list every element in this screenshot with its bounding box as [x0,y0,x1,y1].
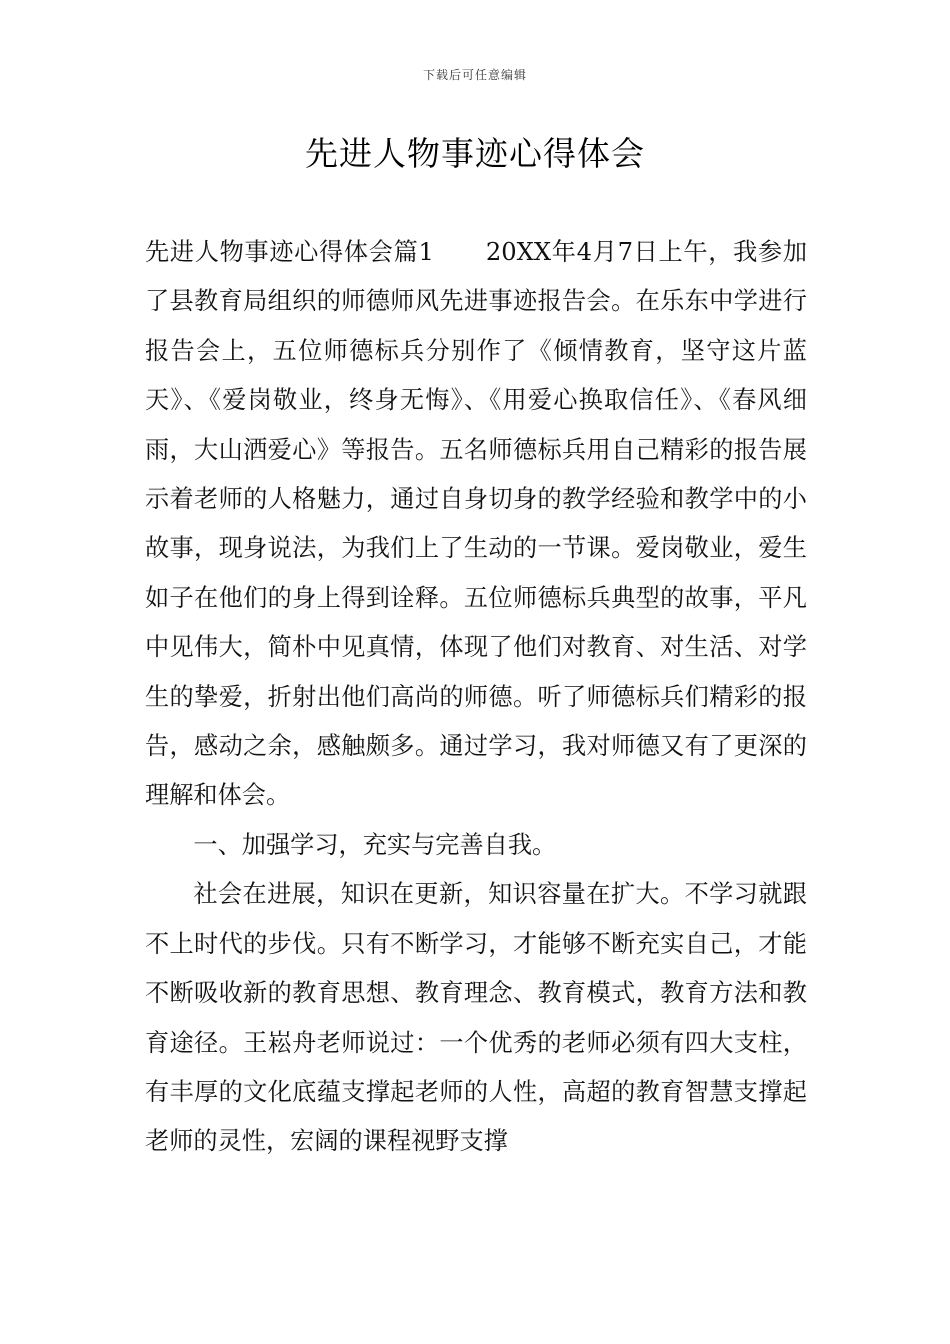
paragraph-2: 一、加强学习，充实与完善自我。 [193,830,557,859]
section-lead: 先进人物事迹心得体会篇1 [145,238,434,266]
header-note: 下载后可任意编辑 [422,68,527,82]
paragraph-1 [145,228,807,821]
paragraph-3: 社会在进展，知识在更新，知识容量在扩大。不学习就跟不上时代的步伐。只有不断学习，才能够不断充实自己，才能不断吸收新的教育思想、教育理念、教育模式，教育方法和教育途径。王崧舟老师说过：一个优秀的老师必须有四大支柱，有丰厚的文化底蕴支撑起老师的人性，高超的教育智慧支撑起老师的灵性，宏阔的课程视野支撑 [145,880,807,1156]
document-body [145,228,807,1167]
paragraph-1-body: 20XX年4月7日上午，我参加了县教育局组织的师德师风先进事迹报告会。在乐东中学进行报告会上，五位师德标兵分别作了《倾情教育，坚守这片蓝天》、《爱岗敬业，终身无悔》、《用爱心换取信任》、《春风细雨，大山洒爱心》等报告。五名师德标兵用自己精彩的报告展示着老师的人格魅力，通过自身切身的教学经验和教学中的小故事，现身说法，为我们上了生动的一节课。爱岗敬业，爱生如子在他们的身上得到诠释。五位师德标兵典型的故事，平凡中见伟大，简朴中见真情，体现了他们对教育、对生活、对学生的挚爱，折射出他们高尚的师德。听了师德标兵们精彩的报告，感动之余，感触颇多。通过学习，我对师德又有了更深的理解和体会。 [145,238,808,810]
document-title: 先进人物事迹心得体会 [305,134,645,173]
